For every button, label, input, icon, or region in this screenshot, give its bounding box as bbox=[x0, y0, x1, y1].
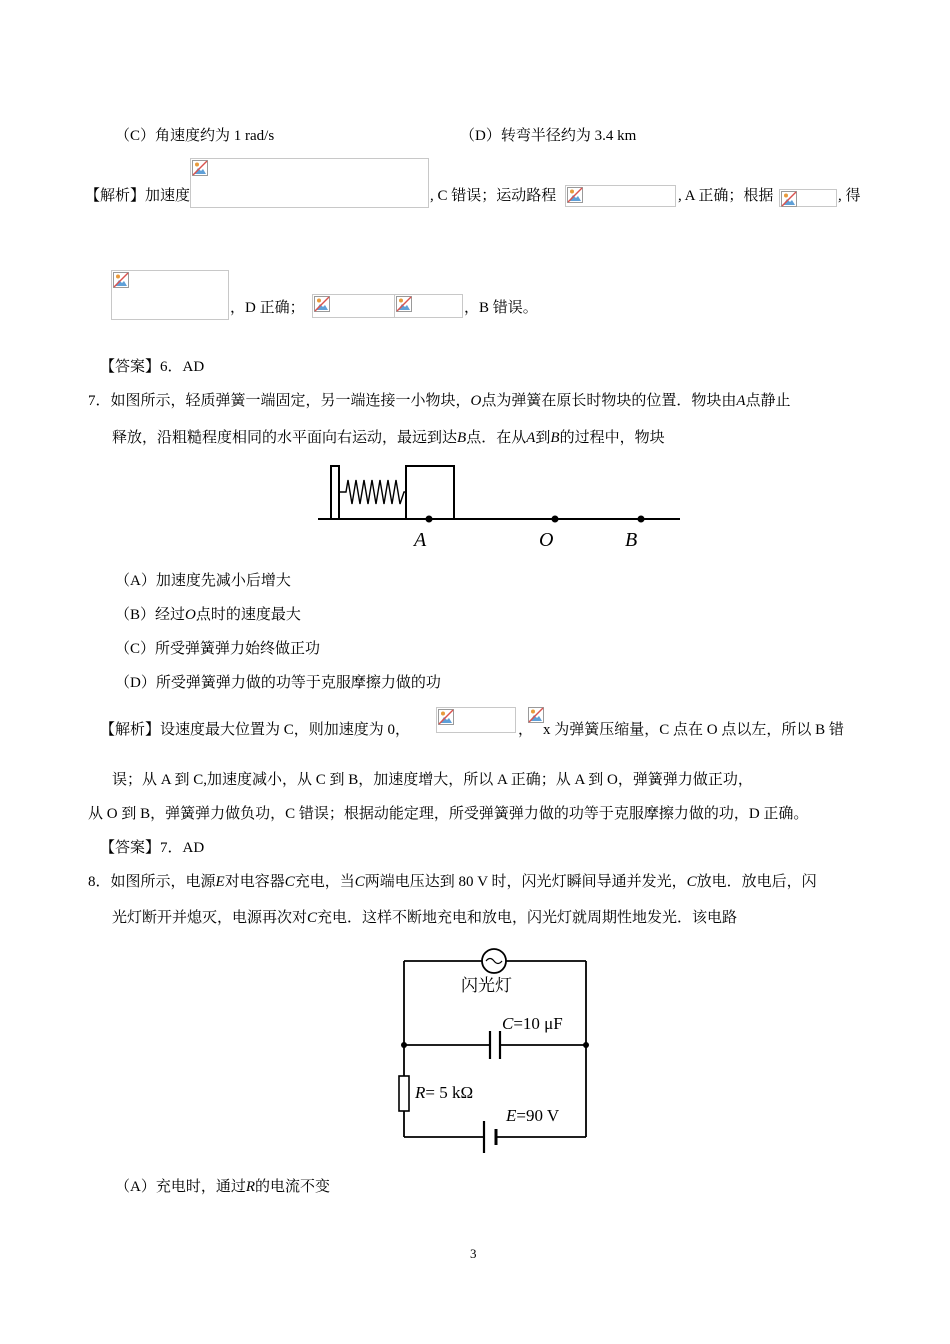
q7-analysis-line2: 误；从 A 到 C,加速度减小，从 C 到 B，加速度增大，所以 A 正确；从 A 到 O，弹簧弹力做正功， bbox=[112, 772, 753, 788]
q8-stem-line2: 光灯断开并熄灭，电源再次对C充电．这样不断地充电和放电，闪光灯就周期性地发光．该电路 bbox=[112, 910, 738, 926]
q8-stem-line1: 8．如图所示，电源E对电容器C充电，当C两端电压达到 80 V 时，闪光灯瞬间导通并发光，C放电．放电后，闪 bbox=[88, 874, 817, 890]
wall bbox=[331, 466, 339, 519]
q7-option-d: （D）所受弹簧弹力做的功等于克服摩擦力做的功 bbox=[115, 675, 441, 691]
q6-analysis-a-correct: , A 正确；根据 bbox=[678, 188, 774, 204]
broken-image-icon bbox=[781, 191, 797, 207]
q7-option-b: （B）经过O点时的速度最大 bbox=[115, 607, 301, 623]
source-label: E=90 V bbox=[506, 1106, 560, 1125]
q7-stem-line1: 7．如图所示，轻质弹簧一端固定，另一端连接一小物块，O点为弹簧在原长时物块的位置．物块由A点静止 bbox=[88, 393, 791, 409]
broken-image-icon bbox=[438, 709, 454, 725]
q6-option-c: （C）角速度约为 1 rad/s bbox=[115, 128, 275, 144]
formula-image-distance bbox=[565, 185, 676, 207]
broken-image-icon bbox=[396, 296, 412, 312]
junction-right bbox=[583, 1042, 589, 1048]
analysis-tag: 【解析】 bbox=[85, 188, 146, 204]
q6-analysis-line1: 【解析】加速度 bbox=[85, 188, 191, 204]
label-o: O bbox=[539, 529, 554, 551]
block bbox=[406, 466, 454, 519]
q6-analysis-mid: , C 错误；运动路程 bbox=[430, 188, 557, 204]
capacitor-label: C=10 μF bbox=[502, 1014, 563, 1033]
page-number: 3 bbox=[470, 1246, 477, 1261]
point-o bbox=[552, 516, 559, 523]
q7-analysis-line3: 从 O 到 B，弹簧弹力做负功，C 错误；根据动能定理，所受弹簧弹力做的功等于克服摩擦力做的功，D 正确。 bbox=[88, 806, 809, 822]
resistor-label: R= 5 kΩ bbox=[415, 1083, 474, 1102]
formula-image-force-balance bbox=[436, 707, 516, 733]
q6-analysis-de: , 得 bbox=[838, 188, 861, 204]
formula-image-radius bbox=[111, 270, 229, 320]
point-b bbox=[638, 516, 645, 523]
lamp-label: 闪光灯 bbox=[461, 976, 512, 996]
q7-option-a: （A）加速度先减小后增大 bbox=[115, 573, 291, 589]
q7-analysis-comma: ， bbox=[518, 722, 534, 738]
q7-analysis-line1-a: 【解析】设速度最大位置为 C，则加速度为 0， bbox=[100, 722, 411, 738]
analysis-tag: 【解析】 bbox=[100, 722, 161, 738]
formula-image-omega bbox=[312, 294, 395, 318]
q6-analysis-d-correct: ，D 正确； bbox=[230, 300, 305, 316]
label-b: B bbox=[625, 529, 638, 551]
resistor bbox=[399, 1076, 409, 1111]
q7-option-c: （C）所受弹簧弹力始终做正功 bbox=[115, 641, 321, 657]
label-a: A bbox=[414, 529, 427, 551]
q7-answer: 【答案】7．AD bbox=[100, 840, 205, 856]
point-a bbox=[426, 516, 433, 523]
formula-image-relation bbox=[779, 189, 837, 207]
spring bbox=[339, 480, 406, 504]
formula-image-omega-value bbox=[394, 294, 463, 318]
q6-answer: 【答案】6．AD bbox=[100, 359, 205, 375]
broken-image-icon bbox=[528, 707, 544, 723]
junction-left bbox=[401, 1042, 407, 1048]
flash-circuit-figure bbox=[385, 943, 605, 1158]
broken-image-icon bbox=[192, 160, 208, 176]
q6-option-d: （D）转弯半径约为 3.4 km bbox=[460, 128, 637, 144]
q7-stem-line2: 释放，沿粗糙程度相同的水平面向右运动，最远到达B点．在从A到B的过程中，物块 bbox=[112, 430, 665, 446]
formula-image-acceleration bbox=[190, 158, 429, 208]
q6-analysis-b-wrong: ，B 错误。 bbox=[464, 300, 538, 316]
q8-option-a: （A）充电时，通过R的电流不变 bbox=[115, 1179, 331, 1195]
broken-image-icon bbox=[113, 272, 129, 288]
broken-image-icon bbox=[567, 187, 583, 203]
spring-block-figure bbox=[310, 458, 690, 553]
broken-image-icon bbox=[314, 296, 330, 312]
q7-analysis-line1-b: x 为弹簧压缩量，C 点在 O 点以左，所以 B 错 bbox=[543, 722, 844, 738]
